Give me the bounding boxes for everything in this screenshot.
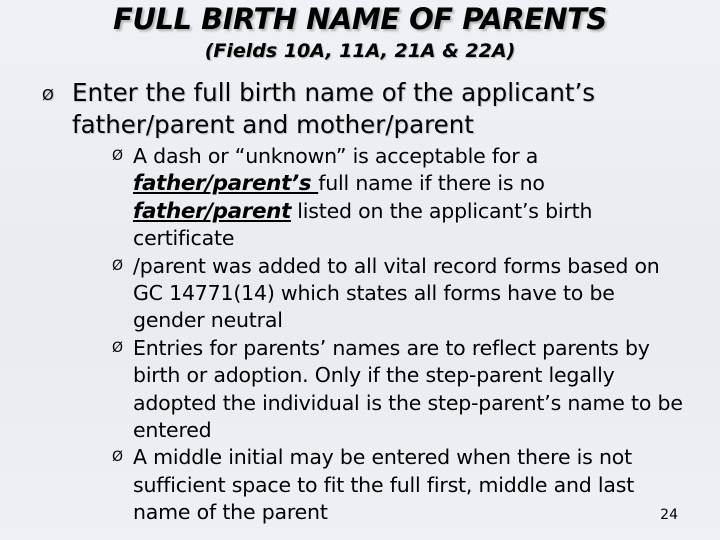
arrow-bullet-icon: Ø <box>112 339 123 356</box>
sub-bullet-text: A middle initial may be entered when there is not sufficient space to fit the full first, middle and last name of the parent <box>133 445 635 525</box>
sub-bullet-text: A dash or “unknown” is acceptable for a <box>133 144 539 168</box>
arrow-bullet-icon: Ø <box>42 86 54 104</box>
emphasized-term: father/parent’s <box>133 171 319 197</box>
arrow-bullet-icon: Ø <box>112 148 123 164</box>
sub-bullet-item <box>112 143 689 253</box>
emphasized-term: father/parent <box>133 198 291 224</box>
sub-bullet-text: full name if there is no <box>318 171 545 196</box>
main-bullet <box>42 77 672 141</box>
sub-bullet-text: Entries for parents’ names are to reflect parents by birth or adoption. Only if the step-parent legally adopted the individual is the step-parent’s name to be entered <box>133 335 683 443</box>
sub-bullet-text: listed on the applicant’s birth certificate <box>133 198 593 251</box>
page-number: 24 <box>660 507 678 523</box>
sub-bullet-list <box>112 143 689 527</box>
sub-bullet-item <box>112 253 689 335</box>
arrow-bullet-icon: Ø <box>112 449 123 466</box>
slide-subtitle: (Fields 10A, 11A, 21A & 22A) <box>204 40 516 62</box>
sub-bullet-item <box>112 444 689 526</box>
sub-bullet-item <box>112 335 689 445</box>
arrow-bullet-icon: Ø <box>112 257 123 274</box>
main-bullet-text: Enter the full birth name of the applicant’s father/parent and mother/parent <box>72 78 596 139</box>
sub-bullet-text: /parent was added to all vital record forms based on GC 14771(14) which states all forms have to be gender neutral <box>133 253 660 333</box>
slide-title: FULL BIRTH NAME OF PARENTS <box>113 2 607 36</box>
